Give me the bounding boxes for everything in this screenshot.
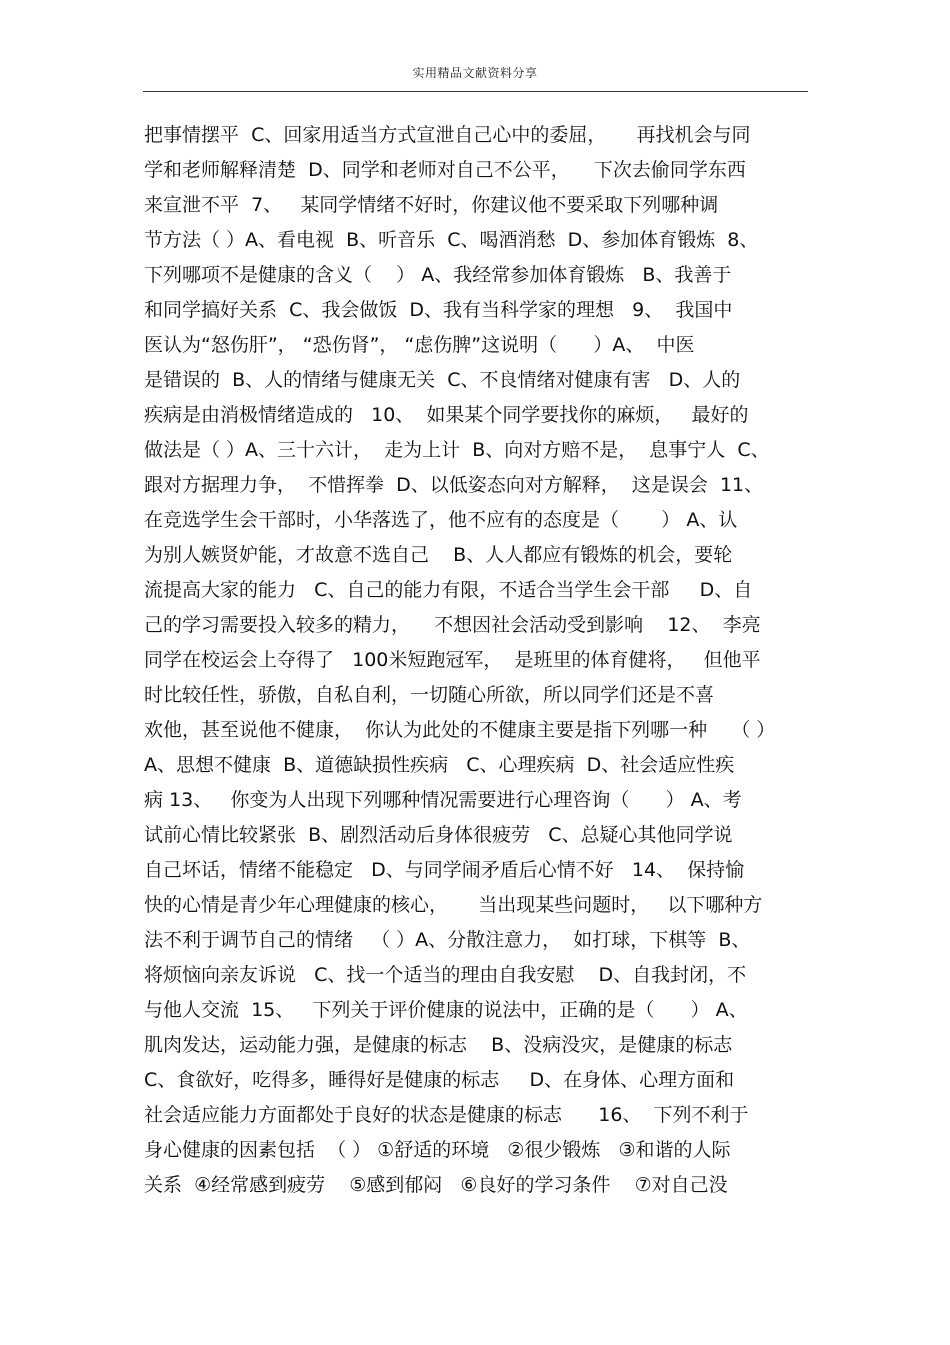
page-header: 实用精品文献资料分享 xyxy=(412,66,538,80)
text-line: 疾病是由消极情绪造成的 10、 如果某个同学要找你的麻烦， 最好的 xyxy=(144,404,749,426)
text-line: 关系 ④经常感到疲劳 ⑤感到郁闷 ⑥良好的学习条件 ⑦对自己没 xyxy=(144,1174,728,1196)
text-line: 将烦恼向亲友诉说 C、找一个适当的理由自我安慰 D、自我封闭，不 xyxy=(144,964,747,986)
text-line: 下列哪项不是健康的含义（ ） A、我经常参加体育锻炼 B、我善于 xyxy=(144,264,732,286)
text-line: 身心健康的因素包括 （ ） ①舒适的环境 ②很少锻炼 ③和谐的人际 xyxy=(144,1139,731,1161)
text-line: 在竞选学生会干部时，小华落选了，他不应有的态度是（ ） A、认 xyxy=(144,509,738,531)
text-line: 欢他，甚至说他不健康， 你认为此处的不健康主要是指下列哪一种 （ ） xyxy=(144,719,776,741)
text-line: 和同学搞好关系 C、我会做饭 D、我有当科学家的理想 9、 我国中 xyxy=(144,299,733,321)
text-line: 己的学习需要投入较多的精力， 不想因社会活动受到影响 12、 李亮 xyxy=(144,614,761,636)
text-line: 与他人交流 15、 下列关于评价健康的说法中，正确的是（ ） A、 xyxy=(144,999,748,1021)
text-line: 病 13、 你变为人出现下列哪种情况需要进行心理咨询（ ） A、考 xyxy=(144,789,742,811)
text-line: 社会适应能力方面都处于良好的状态是健康的标志 16、 下列不利于 xyxy=(144,1104,749,1126)
text-line: 做法是（ ）A、三十六计， 走为上计 B、向对方赔不是， 息事宁人 C、 xyxy=(144,439,770,461)
text-line: 试前心情比较紧张 B、剧烈活动后身体很疲劳 C、总疑心其他同学说 xyxy=(144,824,733,846)
text-line: 学和老师解释清楚 D、同学和老师对自己不公平， 下次去偷同学东西 xyxy=(144,159,746,181)
text-line: 快的心情是青少年心理健康的核心， 当出现某些问题时， 以下哪种方 xyxy=(144,894,763,916)
text-line: 来宣泄不平 7、 某同学情绪不好时，你建议他不要采取下列哪种调 xyxy=(144,194,719,216)
text-line: 跟对方据理力争， 不惜挥拳 D、以低姿态向对方解释， 这是误会 11、 xyxy=(144,474,764,496)
document-body xyxy=(144,118,814,1203)
text-line: 同学在校运会上夺得了 100米短跑冠军， 是班里的体育健将， 但他平 xyxy=(144,649,761,671)
text-line: 自己坏话，情绪不能稳定 D、与同学闹矛盾后心情不好 14、 保持愉 xyxy=(144,859,745,881)
text-line: 节方法（ ）A、看电视 B、听音乐 C、喝酒消愁 D、参加体育锻炼 8、 xyxy=(144,229,759,251)
text-line: 肌肉发达，运动能力强，是健康的标志 B、没病没灾，是健康的标志 xyxy=(144,1034,733,1056)
text-line: C、食欲好，吃得多，睡得好是健康的标志 D、在身体、心理方面和 xyxy=(144,1069,735,1091)
text-line: 为别人嫉贤妒能，才故意不选自己 B、人人都应有锻炼的机会，要轮 xyxy=(144,544,733,566)
text-line: 时比较任性，骄傲，自私自利，一切随心所欲，所以同学们还是不喜 xyxy=(144,684,715,706)
text-line: 把事情摆平 C、回家用适当方式宣泄自己心中的委屈， 再找机会与同 xyxy=(144,124,751,146)
text-line: 医认为“怒伤肝”， “恐伤肾”， “虑伤脾”这说明（ ）A、 中医 xyxy=(144,334,695,356)
text-line: 流提高大家的能力 C、自己的能力有限，不适合当学生会干部 D、自 xyxy=(144,579,753,601)
header-divider xyxy=(143,91,808,92)
text-line: A、思想不健康 B、道德缺损性疾病 C、心理疾病 D、社会适应性疾 xyxy=(144,754,735,776)
text-line: 法不利于调节自己的情绪 （ ）A、分散注意力， 如打球，下棋等 B、 xyxy=(144,929,751,951)
text-line: 是错误的 B、人的情绪与健康无关 C、不良情绪对健康有害 D、人的 xyxy=(144,369,741,391)
